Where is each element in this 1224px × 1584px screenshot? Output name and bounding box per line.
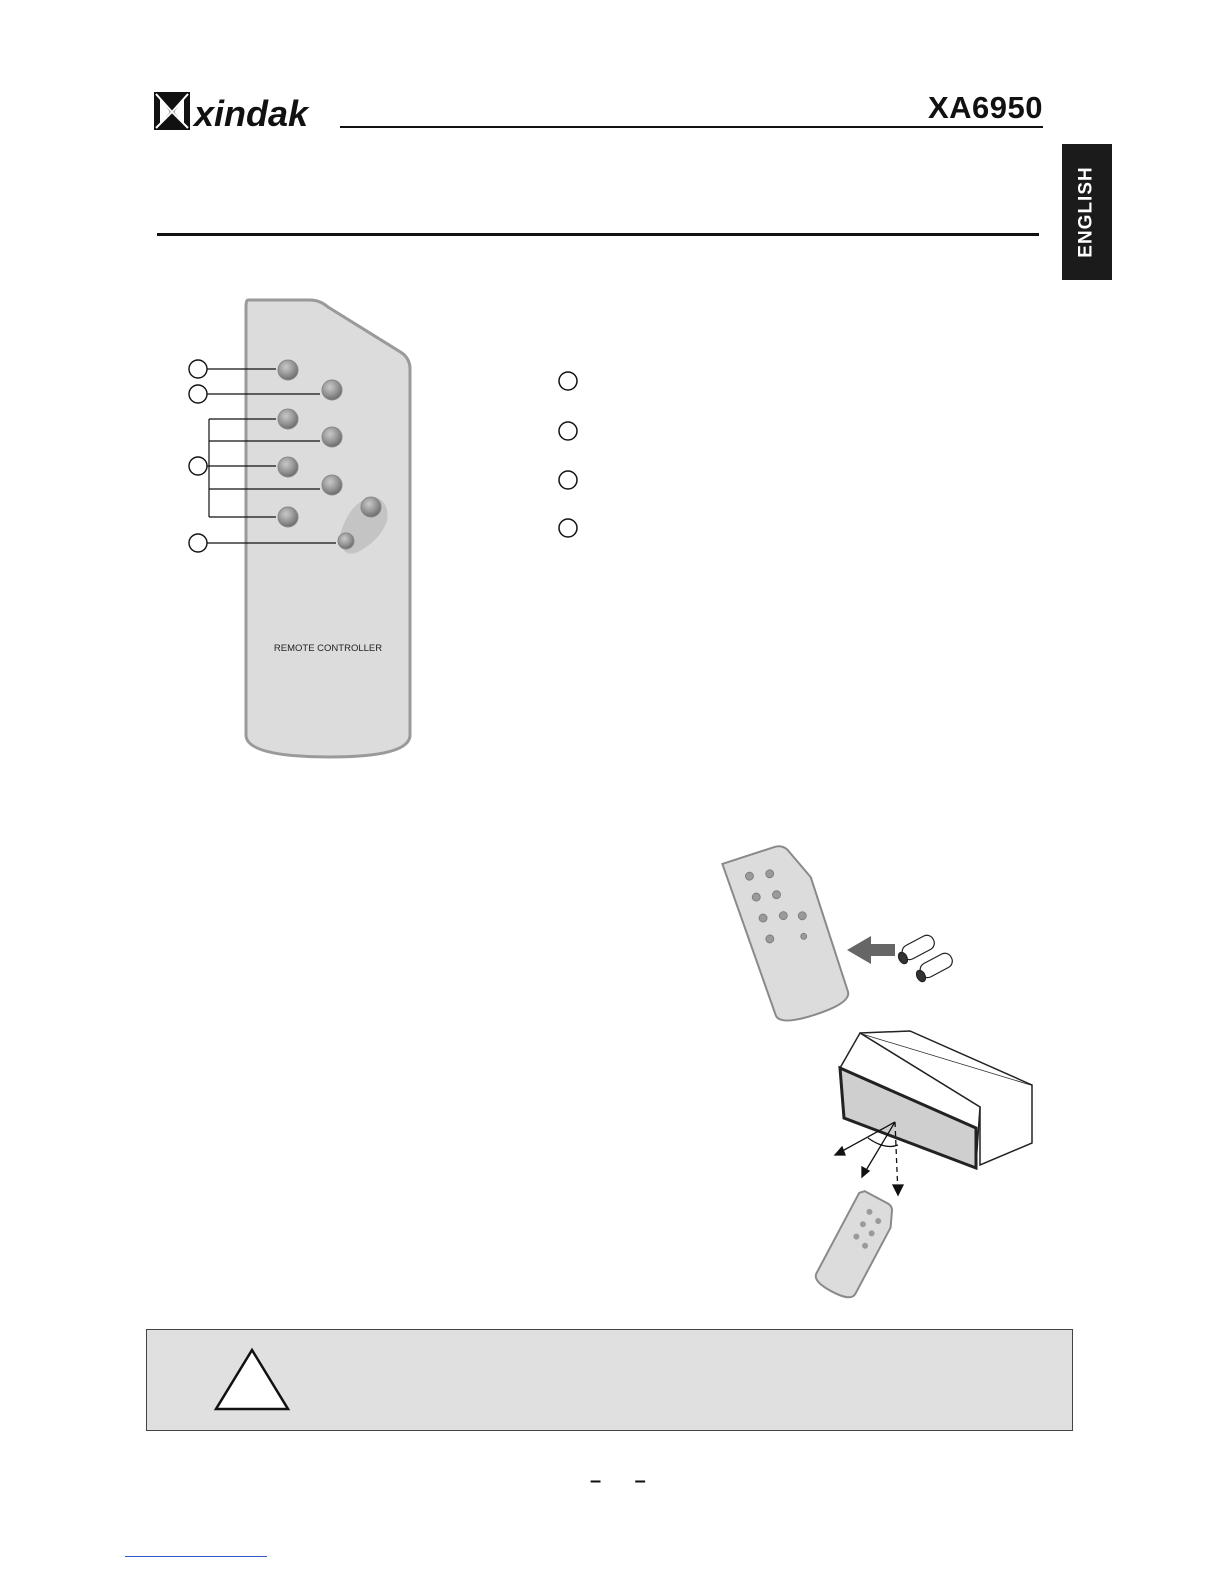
small-remote-body: [812, 1189, 900, 1300]
legend-marker: [559, 422, 577, 440]
remote-button: [322, 475, 342, 495]
remote-controller-illustration: [180, 295, 420, 765]
remote-button: [278, 507, 298, 527]
remote-button: [322, 380, 342, 400]
remote-button: [278, 409, 298, 429]
footer-link-underline[interactable]: [125, 1556, 267, 1557]
legend-marker: [559, 372, 577, 390]
small-remote-body: [722, 840, 851, 1025]
callout-markers: [189, 360, 207, 552]
callout-marker: [189, 385, 207, 403]
callout-marker: [189, 457, 207, 475]
callout-marker: [189, 534, 207, 552]
caution-box: [146, 1329, 1073, 1431]
remote-button: [278, 457, 298, 477]
legend-marker: [559, 471, 577, 489]
svg-text:xindak: xindak: [194, 93, 309, 134]
xindak-logo: [150, 88, 345, 136]
battery-icon: [897, 933, 955, 983]
battery-installation-illustration: [715, 840, 975, 1025]
callout-marker: [189, 360, 207, 378]
logo-emblem-icon: [154, 92, 190, 130]
remote-button: [278, 360, 298, 380]
section-divider: [157, 233, 1039, 236]
language-tab-label: ENGLISH: [1076, 166, 1098, 258]
header-rule: [340, 126, 1043, 128]
model-number: XA6950: [927, 90, 1043, 125]
insert-arrow-icon: [847, 936, 895, 964]
legend-markers: [555, 368, 585, 543]
head-unit-illustration: [780, 1025, 1040, 1300]
remote-label: REMOTE CONTROLLER: [273, 643, 383, 654]
language-tab: [1062, 144, 1112, 280]
warning-triangle-icon: [212, 1347, 292, 1413]
remote-button: [361, 497, 381, 517]
remote-button: [338, 533, 354, 549]
page-number: – –: [590, 1470, 660, 1492]
legend-marker: [559, 519, 577, 537]
remote-button: [322, 427, 342, 447]
